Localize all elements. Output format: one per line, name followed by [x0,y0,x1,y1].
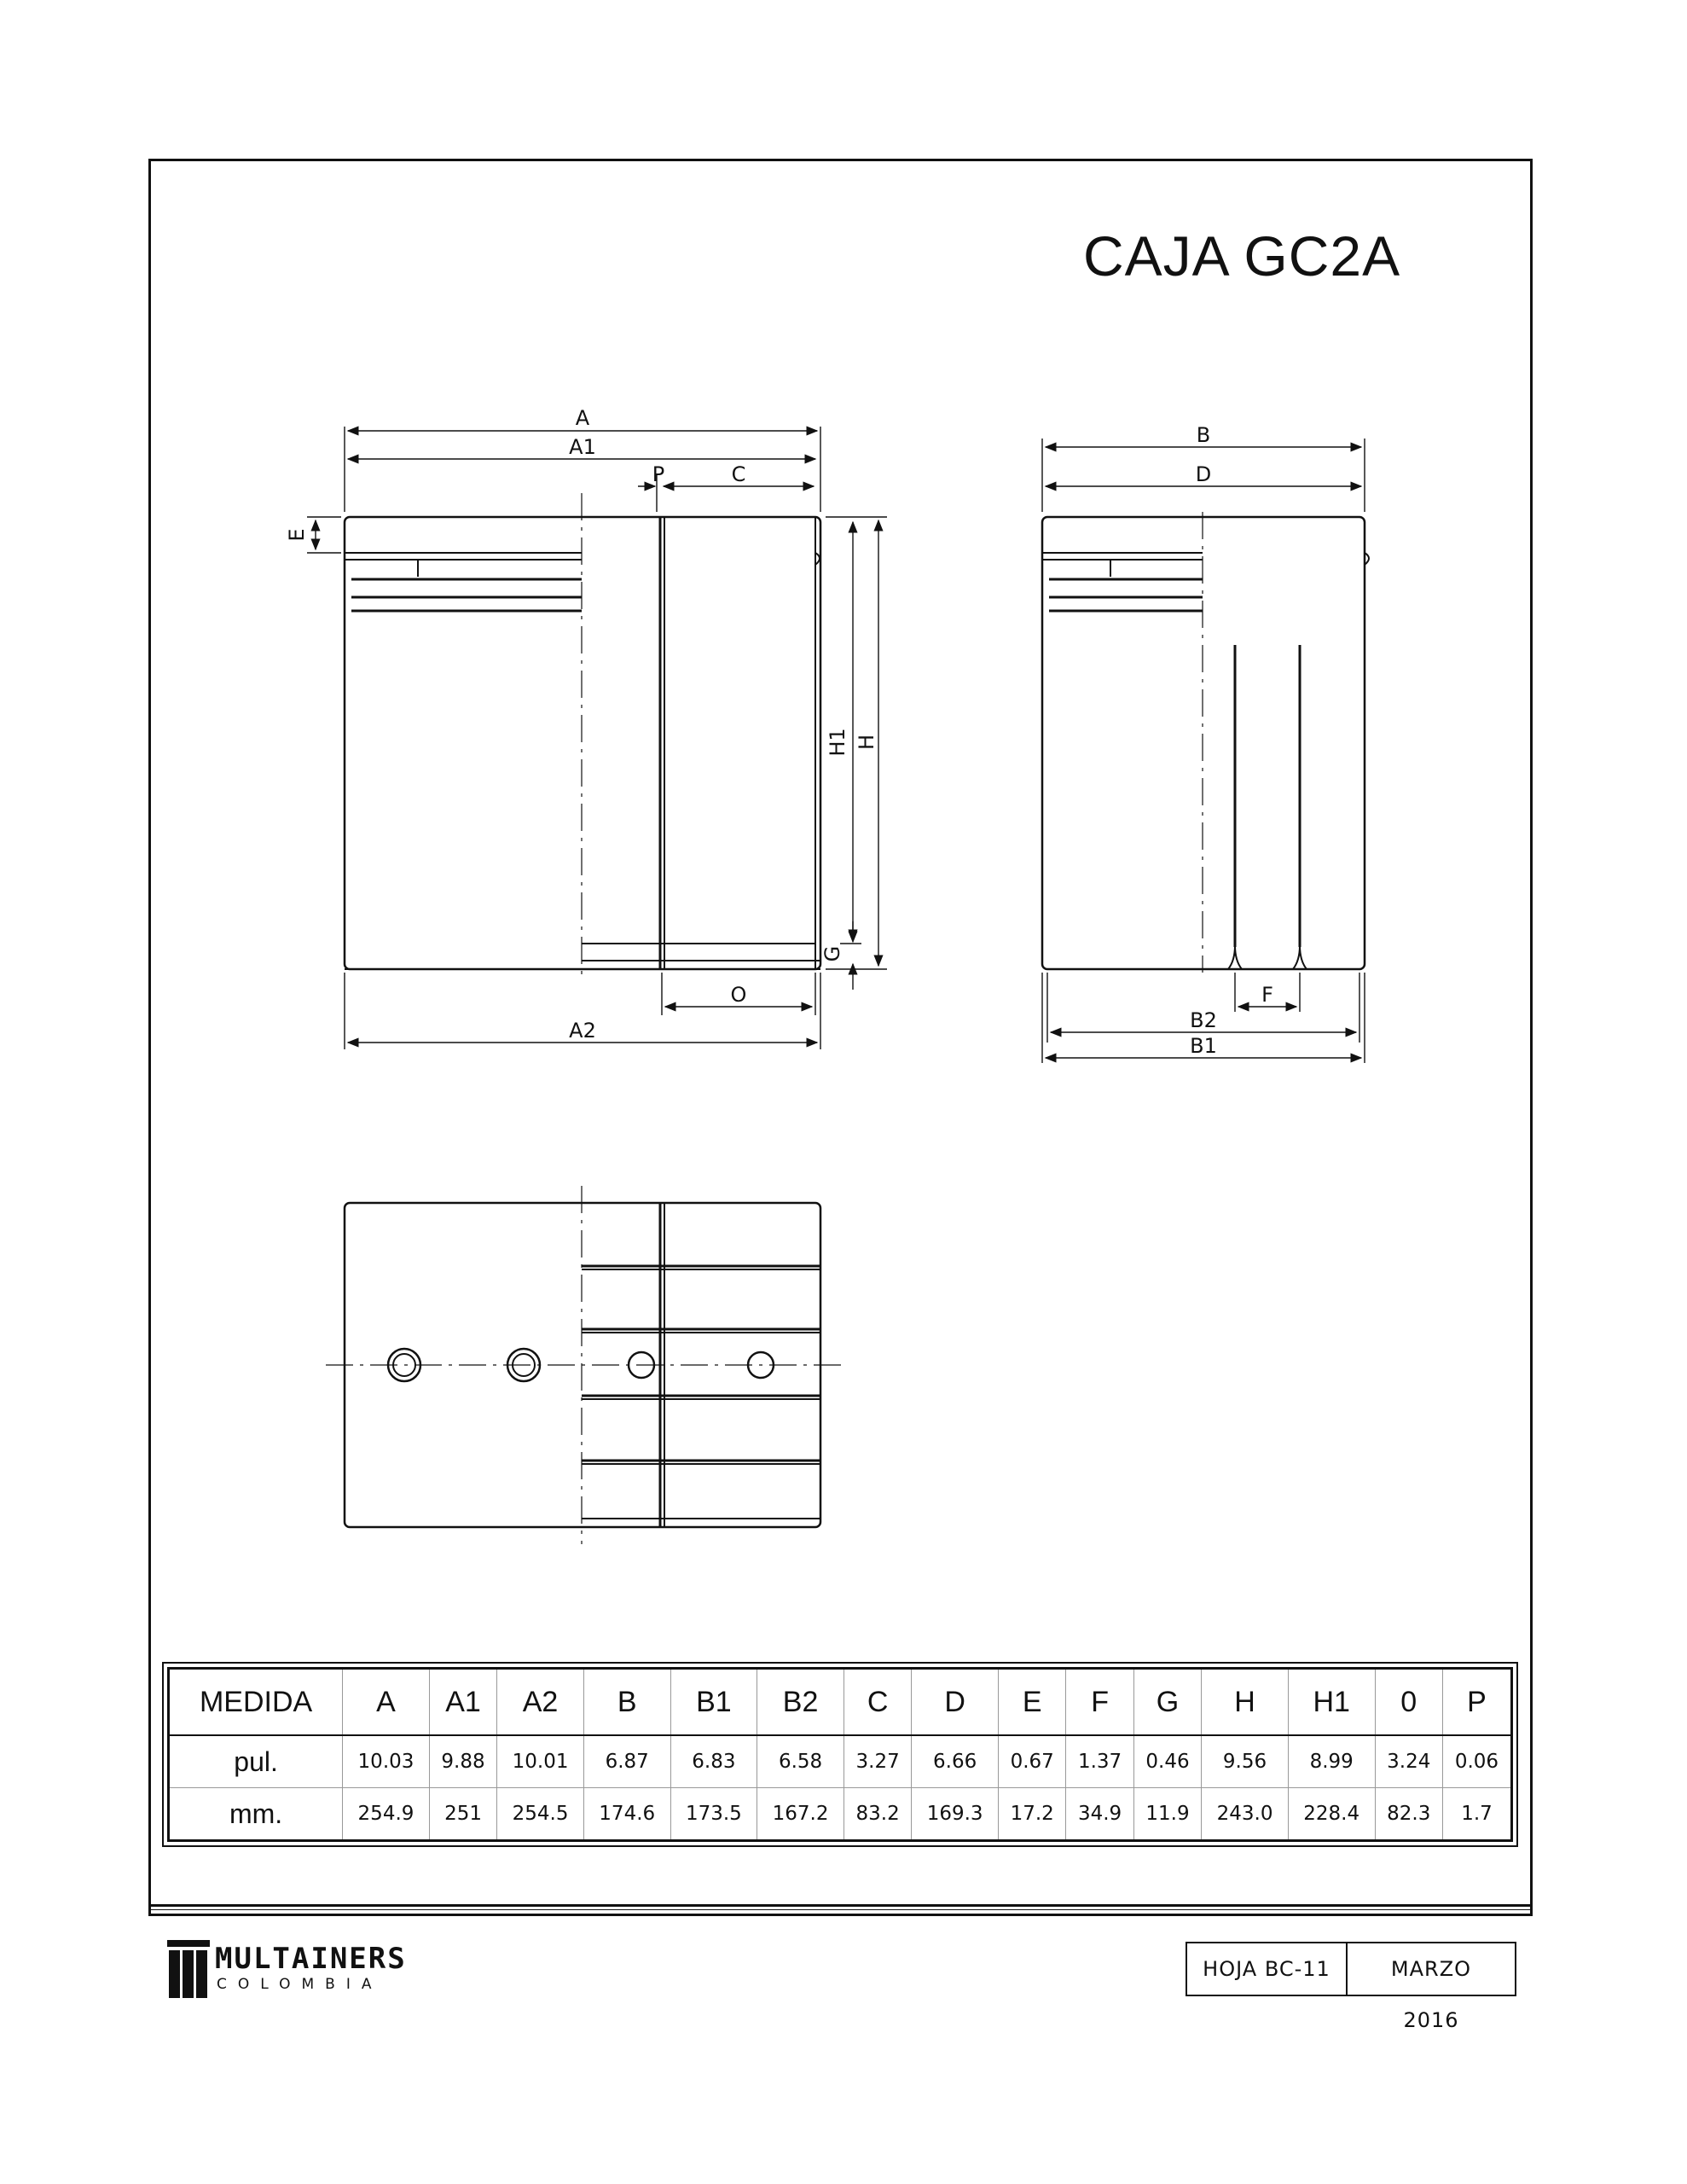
table-cell: 254.5 [497,1788,584,1841]
table-cell: 9.88 [429,1735,496,1788]
table-cell: 6.87 [583,1735,670,1788]
table-cell: 11.9 [1133,1788,1201,1841]
table-header-cell: A [343,1669,430,1736]
table-cell: 17.2 [998,1788,1065,1841]
logo-subtitle: COLOMBIA [217,1976,383,1993]
sheet-number: HOJA BC-11 [1187,1943,1348,1995]
table-header-cell: D [912,1669,999,1736]
dim-label-G: G [820,945,844,962]
table-cell: 173.5 [670,1788,757,1841]
table-header-cell: B1 [670,1669,757,1736]
table-cell: 1.37 [1066,1735,1133,1788]
dim-label-C: C [731,462,746,486]
title-block [1186,1942,1516,2032]
table-header-cell: MEDIDA [169,1669,343,1736]
table-cell: 82.3 [1375,1788,1442,1841]
table-cell: 10.03 [343,1735,430,1788]
table-row [169,1788,1512,1841]
table-cell: 83.2 [844,1788,911,1841]
table-header-cell: G [1133,1669,1201,1736]
table-cell: 228.4 [1288,1788,1375,1841]
table-cell: 9.56 [1202,1735,1289,1788]
dimensions-table [167,1667,1513,1842]
table-header-cell: P [1442,1669,1511,1736]
table-cell: 167.2 [757,1788,844,1841]
dim-label-A: A [575,406,590,430]
dim-label-A2: A2 [569,1019,596,1043]
table-cell: 169.3 [912,1788,999,1841]
dim-label-H: H [855,734,878,751]
table-cell: 0.06 [1442,1735,1511,1788]
dim-label-H1: H1 [826,728,849,757]
dim-label-P: P [652,462,665,486]
table-cell: 0.67 [998,1735,1065,1788]
dim-label-F: F [1261,983,1273,1007]
company-logo [167,1938,407,2000]
table-cell: 8.99 [1288,1735,1375,1788]
table-cell: 6.83 [670,1735,757,1788]
table-header-cell: C [844,1669,911,1736]
dim-label-B1: B1 [1190,1034,1217,1058]
front-view [345,493,820,981]
table-row-label: mm. [169,1788,343,1841]
table-header-cell: B2 [757,1669,844,1736]
table-cell: 243.0 [1202,1788,1289,1841]
dim-label-B2: B2 [1190,1008,1217,1032]
table-cell: 254.9 [343,1788,430,1841]
table-cell: 34.9 [1066,1788,1133,1841]
table-header-cell: E [998,1669,1065,1736]
table-cell: 1.7 [1442,1788,1511,1841]
footer-divider [148,1909,1533,1910]
dim-label-O: O [730,983,747,1007]
logo-mark-icon [167,1940,212,2000]
dim-label-E: E [285,528,309,542]
table-cell: 174.6 [583,1788,670,1841]
table-row-label: pul. [169,1735,343,1788]
dim-label-A1: A1 [569,435,596,459]
logo-name: MULTAINERS [215,1942,407,1976]
table-cell: 10.01 [497,1735,584,1788]
table-header-cell: H [1202,1669,1289,1736]
table-header-cell: 0 [1375,1669,1442,1736]
table-cell: 6.58 [757,1735,844,1788]
table-cell: 251 [429,1788,496,1841]
dim-label-D: D [1195,462,1212,486]
table-header-cell: F [1066,1669,1133,1736]
table-header-cell: A1 [429,1669,496,1736]
table-header-cell: A2 [497,1669,584,1736]
table-cell: 6.66 [912,1735,999,1788]
table-header-cell: H1 [1288,1669,1375,1736]
table-cell: 0.46 [1133,1735,1201,1788]
dim-label-B: B [1196,423,1211,447]
top-view [326,1186,841,1544]
table-cell: 3.24 [1375,1735,1442,1788]
table-cell: 3.27 [844,1735,911,1788]
table-header-row [169,1669,1512,1736]
table-row [169,1735,1512,1788]
table-header-cell: B [583,1669,670,1736]
drawing-title: CAJA GC2A [1083,224,1401,288]
front-view-dimensions [307,427,887,1049]
sheet-date: MARZO 2016 [1390,1957,1472,2032]
footer-divider [148,1904,1533,1907]
side-view [1042,512,1369,973]
